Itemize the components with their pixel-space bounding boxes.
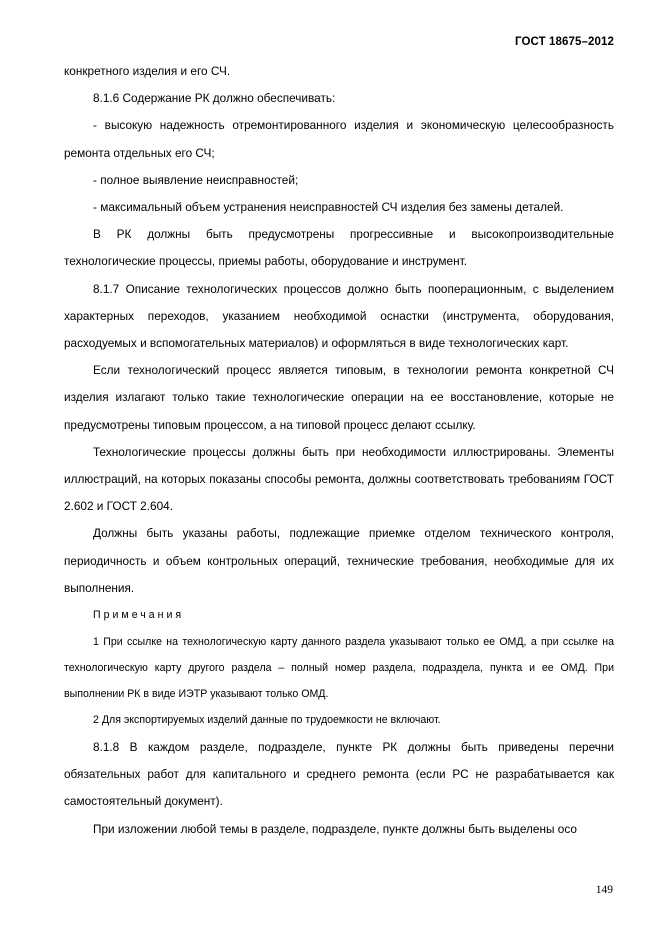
notes-title: Примечания [93,609,185,622]
note-1: 1 При ссылке на технологическую карту данного раздела указывают только ее ОМД, а при ссылке на технологическую карту другого раздела – полный номер раздела, подраздела, пункта и ее ОМД. При выполнении РК в виде ИЭТР указывают только ОМД. [64,636,614,701]
paragraph-progressive-processes: В РК должны быть предусмотрены прогрессивные и высокопроизводительные технологические процессы, приемы работы, оборудование и инструмент. [64,227,614,269]
paragraph-topic-presentation: При изложении любой темы в разделе, подразделе, пункте должны быть выделены осо [93,821,577,836]
paragraph-8-1-8: 8.1.8 В каждом разделе, подразделе, пункте РК должны быть приведены перечни обязательных работ для капитального и среднего ремонта (если РС не разрабатывается как самостоятельный документ). [64,740,614,809]
list-item-reliability: - высокую надежность отремонтированного изделия и экономическую целесообразность ремонта отдельных его СЧ; [64,118,614,160]
paragraph-8-1-7: 8.1.7 Описание технологических процессов должно быть пооперационным, с выделением характерных переходов, указанием необходимой оснастки (инструмента, оборудования, расходуемых и вспомогательных материалов) и оформляться в виде технологических карт. [64,281,614,351]
paragraph-typical-process: Если технологический процесс является типовым, в технологии ремонта конкретной СЧ изделия излагают только такие технологические операции на ее восстановление, которые не предусмотрены типовым процессом, а на типовой процесс делают ссылку. [64,363,614,432]
document-code-header: ГОСТ 18675–2012 [514,36,614,48]
paragraph-continuation: конкретного изделия и его СЧ. [64,64,231,78]
paragraph-quality-control: Должны быть указаны работы, подлежащие приемке отделом технического контроля, периодичность и объем контрольных операций, технические требования, необходимые для их выполнения. [64,526,614,595]
list-item-fault-detection: - полное выявление неисправностей; [93,172,299,187]
paragraph-8-1-6: 8.1.6 Содержание РК должно обеспечивать: [93,91,336,106]
paragraph-illustrations: Технологические процессы должны быть при необходимости иллюстрированы. Элементы иллюстраций, на которых показаны способы ремонта, должны соответствовать требованиям ГОСТ 2.602 и ГОСТ 2.604. [64,444,614,514]
list-item-fault-elimination: - максимальный объем устранения неисправностей СЧ изделия без замены деталей. [93,200,564,215]
page-number: 149 [595,884,613,896]
document-body [64,58,614,843]
note-2: 2 Для экспортируемых изделий данные по трудоемкости не включают. [93,714,441,727]
